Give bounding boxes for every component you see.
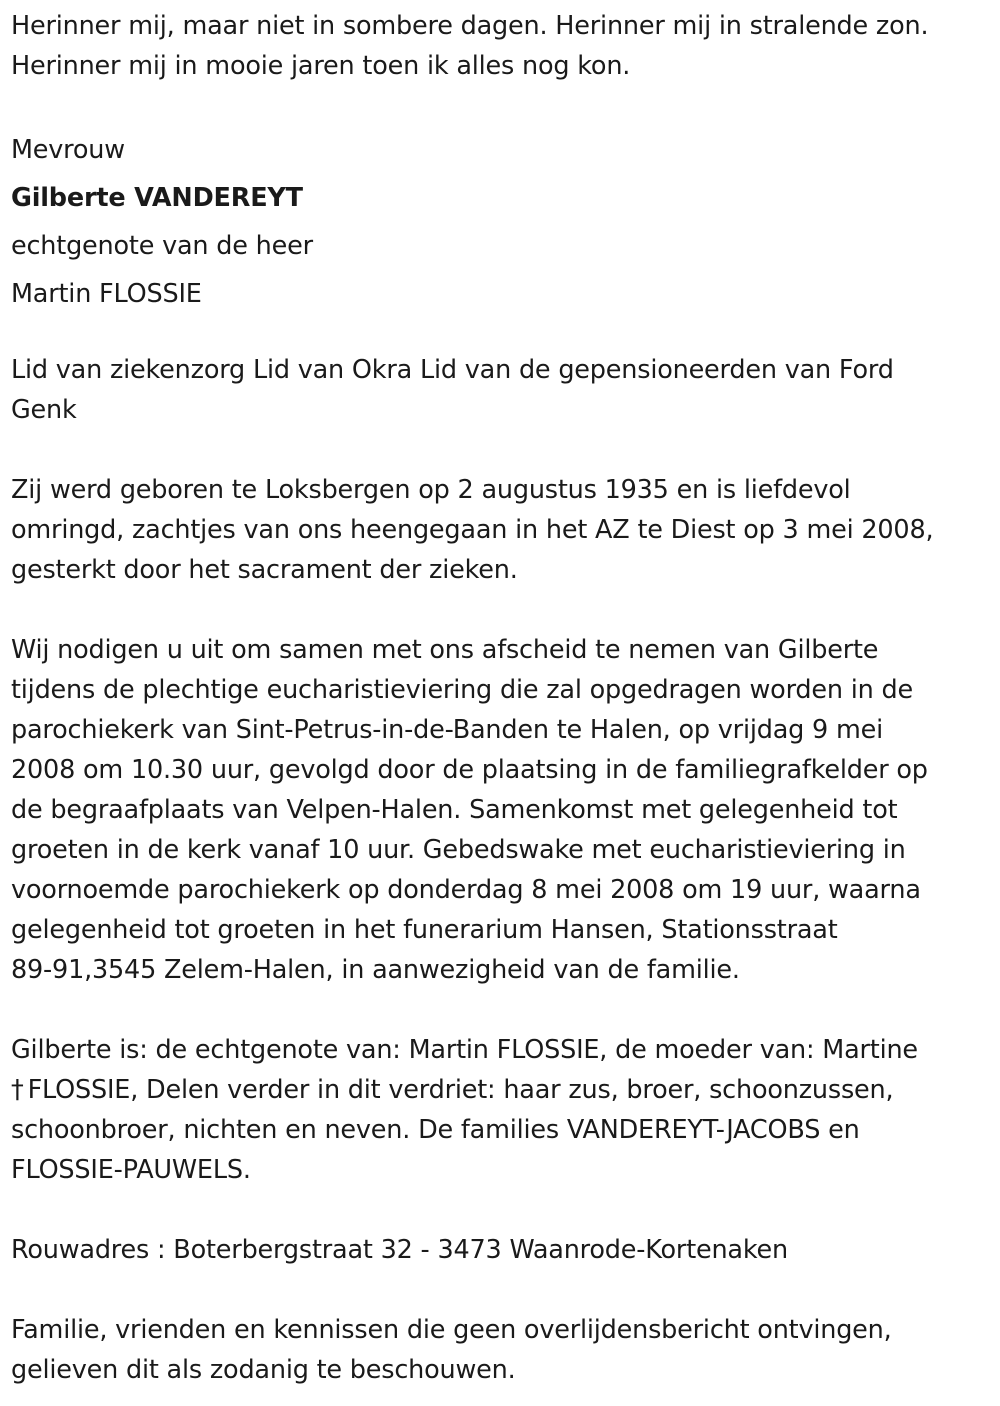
paragraph-line: tijdens de plechtige eucharistieviering die zal opgedragen worden in de: [11, 675, 913, 705]
memberships-line: Lid van ziekenzorg Lid van Okra Lid van de gepensioneerden van Ford: [11, 355, 894, 385]
paragraph-text: FLOSSIE, Delen verder in dit verdriet: haar zus, broer, schoonzussen,: [27, 1075, 894, 1105]
deceased-spouse: Martin FLOSSIE: [11, 279, 202, 309]
memberships: [11, 350, 992, 430]
deceased-relation: echtgenote van de heer: [11, 231, 313, 261]
paragraph-line: gelieven dit als zodanig te beschouwen.: [11, 1355, 516, 1385]
paragraph-line: Zij werd geboren te Loksbergen op 2 augustus 1935 en is liefdevol: [11, 475, 851, 505]
paragraph-line: Familie, vrienden en kennissen die geen overlijdensbericht ontvingen,: [11, 1315, 892, 1345]
paragraph-line: 2008 om 10.30 uur, gevolgd door de plaatsing in de familiegrafkelder op: [11, 755, 928, 785]
funeral-paragraph: [11, 630, 992, 990]
poem: [11, 6, 992, 86]
paragraph-line: gesterkt door het sacrament der zieken.: [11, 555, 518, 585]
notice-paragraph: [11, 1310, 992, 1390]
deceased-title: Mevrouw: [11, 135, 125, 165]
paragraph-line: parochiekerk van Sint-Petrus-in-de-Banden te Halen, op vrijdag 9 mei: [11, 715, 883, 745]
paragraph-line: Gilberte is: de echtgenote van: Martin FLOSSIE, de moeder van: Martine: [11, 1035, 918, 1065]
paragraph-line: 89-91,3545 Zelem-Halen, in aanwezigheid van de familie.: [11, 955, 740, 985]
memberships-line: Genk: [11, 395, 77, 425]
family-paragraph: [11, 1030, 992, 1190]
paragraph-line: [11, 1070, 992, 1110]
deceased-name: Gilberte VANDEREYT: [11, 183, 303, 213]
paragraph-line: Wij nodigen u uit om samen met ons afscheid te nemen van Gilberte: [11, 635, 879, 665]
birth-death-paragraph: [11, 470, 992, 590]
paragraph-line: FLOSSIE-PAUWELS.: [11, 1155, 251, 1185]
poem-line: Herinner mij, maar niet in sombere dagen. Herinner mij in stralende zon.: [11, 11, 929, 41]
poem-line: Herinner mij in mooie jaren toen ik alles nog kon.: [11, 51, 631, 81]
paragraph-line: groeten in de kerk vanaf 10 uur. Gebedswake met eucharistieviering in: [11, 835, 906, 865]
paragraph-line: schoonbroer, nichten en neven. De families VANDEREYT-JACOBS en: [11, 1115, 860, 1145]
mourning-address: [11, 1230, 992, 1270]
paragraph-line: omringd, zachtjes van ons heengegaan in het AZ te Diest op 3 mei 2008,: [11, 515, 934, 545]
paragraph-line: de begraafplaats van Velpen-Halen. Samenkomst met gelegenheid tot: [11, 795, 898, 825]
paragraph-line: voornoemde parochiekerk op donderdag 8 mei 2008 om 19 uur, waarna: [11, 875, 921, 905]
deceased-block: [11, 126, 992, 318]
address-line: Rouwadres : Boterbergstraat 32 - 3473 Waanrode-Kortenaken: [11, 1235, 788, 1265]
cross-icon: †: [11, 1075, 24, 1105]
paragraph-line: gelegenheid tot groeten in het funerarium Hansen, Stationsstraat: [11, 915, 838, 945]
